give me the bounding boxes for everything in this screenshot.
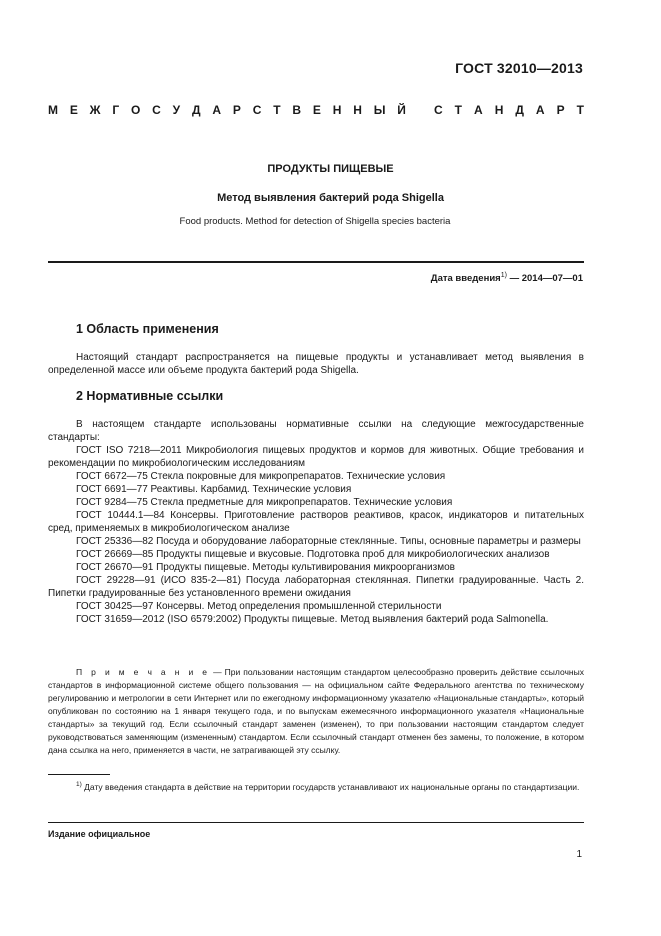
- normative-reference: ГОСТ 6691—77 Реактивы. Карбамид. Технические условия: [76, 484, 352, 495]
- intro-date-label: Дата введения: [430, 273, 501, 285]
- normative-reference: ГОСТ 29228—91 (ИСО 835-2—81) Посуда лабораторная стеклянная. Пипетки градуированные. Часть 2. Пипетки градуированные без установленного времени ожидания: [48, 575, 584, 599]
- section-1-heading: 1 Область применения: [76, 322, 219, 336]
- official-edition-label: Издание официальное: [48, 829, 151, 839]
- normative-reference: ГОСТ 9284—75 Стекла предметные для микропрепаратов. Технические условия: [76, 497, 453, 508]
- note-text: — При пользовании настоящим стандартом целесообразно проверить действие ссылочных стандартов в информационной системе общего пользования — на официальном сайте Федерального агентства по техническому регулированию и метрологии в сети Интернет или по ежегодному информационному указателю «Национальные стандарты», который опубликован по состоянию на 1 января текущего года, и по выпускам ежемесячного информационного указателя «Национальные стандарты» за текущий год. Если ссылочный стандарт заменен (изменен), то при пользовании настоящим стандартом следует руководствоваться заменяющим (измененным) стандартом. Если ссылочный стандарт отменен без замены, то положение, в котором дана ссылка на него, применяется в части, не затрагивающей эту ссылку.: [48, 667, 584, 755]
- doc-number: ГОСТ 32010—2013: [455, 60, 583, 76]
- standard-subtitle: Метод выявления бактерий рода Shigella: [217, 192, 444, 204]
- banner-word-interstate: М Е Ж Г О С У Д А Р С Т В Е Н Н Ы Й: [48, 103, 406, 117]
- normative-reference: ГОСТ 6672—75 Стекла покровные для микропрепаратов. Технические условия: [76, 471, 446, 482]
- normative-reference: ГОСТ 30425—97 Консервы. Метод определения промышленной стерильности: [76, 601, 442, 612]
- footnote-mark: 1): [76, 781, 82, 788]
- page-number: 1: [576, 849, 582, 860]
- intro-date-value: — 2014—07—01: [509, 273, 583, 285]
- footnote-text: Дату введения стандарта в действие на территории государств устанавливают их национальные органы по стандартизации.: [81, 781, 580, 792]
- introduction-date: [431, 272, 583, 284]
- normative-reference: ГОСТ 25336—82 Посуда и оборудование лабораторные стеклянные. Типы, основные параметры и размеры: [76, 536, 581, 547]
- footnote: [48, 778, 584, 794]
- standard-title: ПРОДУКТЫ ПИЩЕВЫЕ: [267, 163, 394, 175]
- note-paragraph: [48, 666, 584, 757]
- banner-word-standard: С Т А Н Д А Р Т: [434, 103, 584, 117]
- section-2-body: [48, 418, 584, 626]
- normative-reference: ГОСТ ISO 7218—2011 Микробиология пищевых продуктов и кормов для животных. Общие требования и рекомендации по микробиологическим исследованиям: [48, 445, 584, 469]
- normative-reference: ГОСТ 10444.1—84 Консервы. Приготовление растворов реактивов, красок, индикаторов и питательных сред, применяемых в микробиологическом анализе: [48, 510, 584, 534]
- normative-reference: ГОСТ 31659—2012 (ISO 6579:2002) Продукты пищевые. Метод выявления бактерий рода Salmonella.: [76, 614, 549, 625]
- section-1-text: Настоящий стандарт распространяется на пищевые продукты и устанавливает метод выявления в определенной массе или объеме продукта бактерий рода Shigella.: [48, 352, 584, 376]
- intro-date-footnote-mark: 1): [500, 272, 507, 279]
- top-divider: [48, 261, 584, 263]
- normative-reference: ГОСТ 26669—85 Продукты пищевые и вкусовые. Подготовка проб для микробиологических анализов: [76, 549, 550, 560]
- section-2-intro: В настоящем стандарте использованы нормативные ссылки на следующие межгосударственные стандарты:: [48, 419, 584, 443]
- bottom-divider: [48, 822, 584, 823]
- footnote-divider: [48, 774, 110, 775]
- normative-reference: ГОСТ 26670—91 Продукты пищевые. Методы культивирования микроорганизмов: [76, 562, 455, 573]
- english-title: Food products. Method for detection of Shigella species bacteria: [179, 216, 451, 227]
- note-label: П р и м е ч а н и е: [76, 667, 211, 677]
- interstate-standard-banner: [48, 103, 584, 117]
- section-2-heading: 2 Нормативные ссылки: [76, 389, 224, 403]
